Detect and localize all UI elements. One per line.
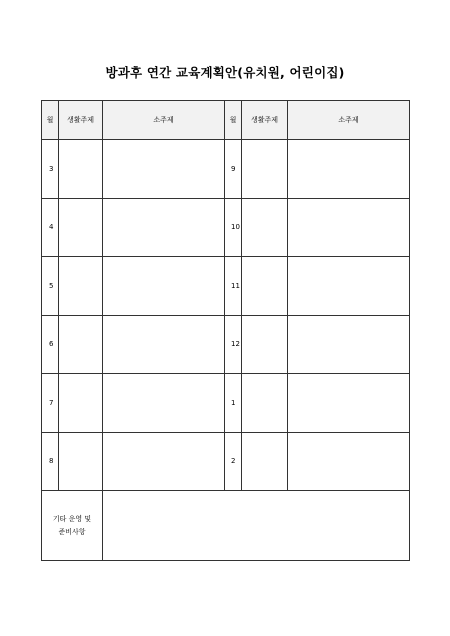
month-cell-right: 1 <box>225 374 242 433</box>
month-cell-right: 11 <box>225 257 242 316</box>
header-life-theme-right: 생활주제 <box>242 101 288 140</box>
month-cell-left: 3 <box>42 140 59 199</box>
misc-label-line2: 준비사항 <box>58 527 86 536</box>
life-theme-cell[interactable] <box>242 257 288 316</box>
month-cell-right: 12 <box>225 315 242 374</box>
month-cell-left: 6 <box>42 315 59 374</box>
month-cell-left: 5 <box>42 257 59 316</box>
header-month-right: 월 <box>225 101 242 140</box>
table-row <box>42 198 410 257</box>
annual-plan-table <box>41 100 410 561</box>
life-theme-cell[interactable] <box>59 432 103 491</box>
header-sub-theme-left: 소주제 <box>103 101 225 140</box>
table-row <box>42 432 410 491</box>
misc-label-line1: 기타 운영 및 <box>52 514 92 523</box>
table-row <box>42 374 410 433</box>
table-row <box>42 140 410 199</box>
sub-theme-cell[interactable] <box>288 140 410 199</box>
sub-theme-cell[interactable] <box>288 198 410 257</box>
month-cell-left: 8 <box>42 432 59 491</box>
month-cell-right: 9 <box>225 140 242 199</box>
life-theme-cell[interactable] <box>59 257 103 316</box>
life-theme-cell[interactable] <box>242 198 288 257</box>
sub-theme-cell[interactable] <box>103 257 225 316</box>
sub-theme-cell[interactable] <box>288 315 410 374</box>
sub-theme-cell[interactable] <box>103 140 225 199</box>
misc-label-cell <box>42 491 103 561</box>
month-cell-right: 2 <box>225 432 242 491</box>
document-title: 방과후 연간 교육계획안(유치원, 어린이집) <box>105 65 345 80</box>
sub-theme-cell[interactable] <box>103 432 225 491</box>
life-theme-cell[interactable] <box>242 140 288 199</box>
life-theme-cell[interactable] <box>242 432 288 491</box>
table-row <box>42 257 410 316</box>
misc-content-cell[interactable] <box>103 491 410 561</box>
sub-theme-cell[interactable] <box>288 432 410 491</box>
month-cell-left: 7 <box>42 374 59 433</box>
sub-theme-cell[interactable] <box>103 315 225 374</box>
table-row <box>42 315 410 374</box>
header-sub-theme-right: 소주제 <box>288 101 410 140</box>
sub-theme-cell[interactable] <box>288 374 410 433</box>
life-theme-cell[interactable] <box>242 315 288 374</box>
sub-theme-cell[interactable] <box>103 198 225 257</box>
life-theme-cell[interactable] <box>59 315 103 374</box>
life-theme-cell[interactable] <box>59 198 103 257</box>
header-month-left: 월 <box>42 101 59 140</box>
table-header-row <box>42 101 410 140</box>
life-theme-cell[interactable] <box>242 374 288 433</box>
misc-row <box>42 491 410 561</box>
header-life-theme-left: 생활주제 <box>59 101 103 140</box>
month-cell-right: 10 <box>225 198 242 257</box>
month-cell-left: 4 <box>42 198 59 257</box>
life-theme-cell[interactable] <box>59 140 103 199</box>
sub-theme-cell[interactable] <box>288 257 410 316</box>
life-theme-cell[interactable] <box>59 374 103 433</box>
sub-theme-cell[interactable] <box>103 374 225 433</box>
